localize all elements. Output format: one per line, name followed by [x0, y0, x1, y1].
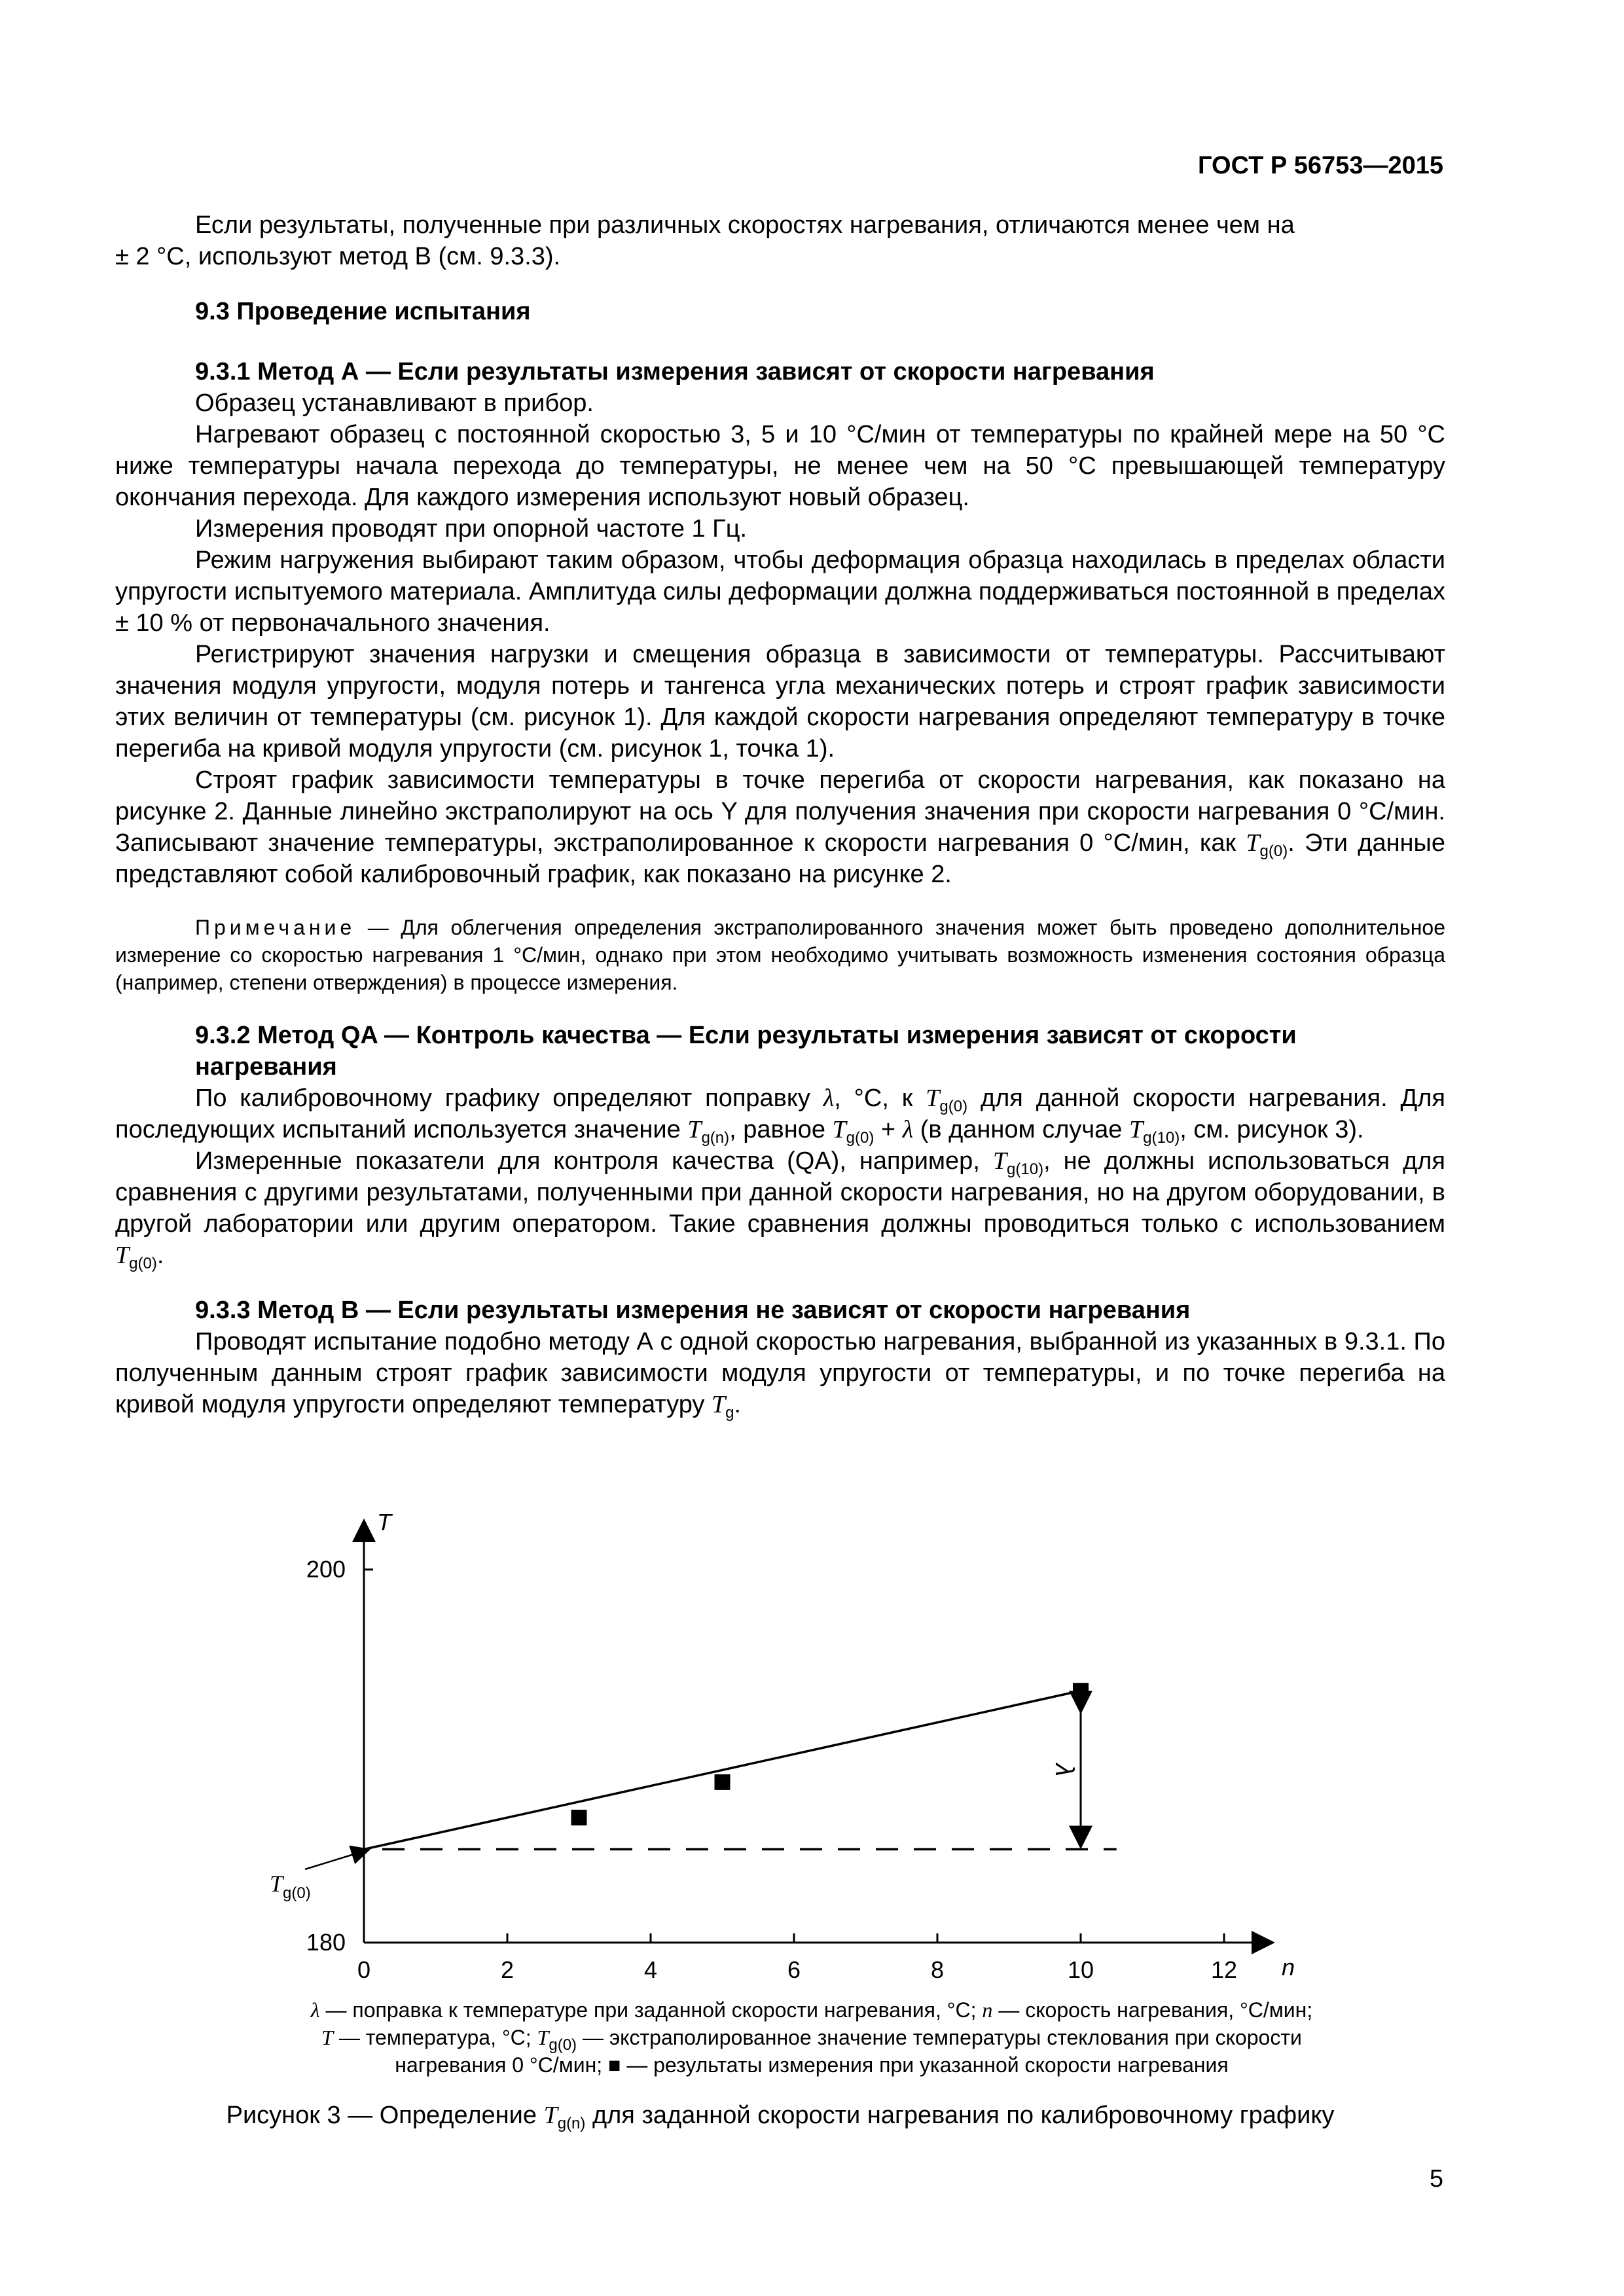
intercept-label: $T_{g(0)}$ — [270, 1871, 311, 1902]
s931-p6: Строят график зависимости температуры в точке перегиба от скорости нагревания, как показано на рисунке 2. Данные линейно экстраполируют на ось Y для получения значения при скорости нагревания 0 °C/мин. Записывают значение температуры, экстраполированное к скорости нагревания 0 °C/мин, как $T_{g(0)}$. Эти данные представляют собой калибровочный график, как показано на рисунке 2. — [115, 766, 1445, 888]
y-tick-label-180: 180 — [306, 1929, 346, 1956]
x-axis-label: n — [1282, 1954, 1295, 1981]
s931-p1: Образец устанавливают в прибор. — [195, 389, 594, 417]
s931-p2: Нагревают образец с постоянной скоростью 3, 5 и 10 °C/мин от температуры по крайней мере на 50 °C ниже температуры начала перехода до температуры, не менее чем на 50 °C превышающей температуру окончания перехода. Для каждого измерения используют новый образец. — [115, 421, 1445, 511]
y-axis-label: T — [377, 1509, 391, 1535]
intro-line-2: ± 2 °C, используют метод В (см. 9.3.3). — [115, 243, 561, 270]
data-point-0-0 — [571, 1810, 587, 1825]
x-tick-label-12: 12 — [1210, 1956, 1238, 1983]
intercept-pointer — [305, 1852, 361, 1870]
s932-p1: По калибровочному графику определяют поправку λ, °C, к $T_{g(0)}$ для данной скорости нагревания. Для последующих испытаний используется значение $T_{g(n)}$, равное $T_{g(0)} + \lambda$ (в данном случае $T_{g(10)}$, см. рисунок 3). — [115, 1085, 1446, 1147]
x-tick-label-4: 4 — [643, 1956, 658, 1983]
page-number: 5 — [1429, 2165, 1443, 2193]
x-tick-label-10: 10 — [1067, 1956, 1094, 1983]
intro-line-1: Если результаты, полученные при различных скоростях нагревания, отличаются менее чем на — [195, 211, 1295, 239]
figure-legend — [196, 1996, 1427, 2079]
x-tick-label-0: 0 — [357, 1956, 371, 1983]
fit-line — [364, 1691, 1081, 1849]
section-9-3-1-title: 9.3.1 Метод А — Если результаты измерения зависят от скорости нагревания — [195, 358, 1155, 386]
s931-p3: Измерения проводят при опорной частоте 1 Гц. — [195, 515, 748, 543]
legend-line-2: T — температура, °C; $T_{g(0)}$ — экстраполированное значение температуры стеклования при скорости — [321, 2026, 1302, 2054]
note: Примечание — Для облегчения определения экстраполированного значения может быть проведено дополнительное измерение со скоростью нагревания 1 °C/мин, однако при этом необходимо учитывать возможность изменения состояния образца (например, степени отверждения) в процессе измерения. — [115, 916, 1445, 994]
data-point-0-1 — [715, 1774, 731, 1790]
note-label: Примечание — [195, 916, 356, 939]
s932-p2: Измеренные показатели для контроля качества (QA), например, $T_{g(10)}$, не должны использоваться для сравнения с другими результатами, полученными при данной скорости нагревания, но на другом оборудовании, в другой лаборатории или другим оператором. Такие сравнения должны проводиться только с использованием $T_{g(0)}$. — [115, 1147, 1446, 1272]
section-9-3-2-title: 9.3.2 Метод QA — Контроль качества — Если результаты измерения зависят от скорости нагревания — [195, 1022, 1297, 1081]
data-point-0-2 — [1073, 1683, 1089, 1698]
x-tick-label-6: 6 — [787, 1956, 801, 1983]
x-tick-label-8: 8 — [930, 1956, 945, 1983]
figure-caption: Рисунок 3 — Определение $T_{g(n)}$ для заданной скорости нагревания по калибровочному графику — [226, 2102, 1335, 2132]
s931-p5: Регистрируют значения нагрузки и смещения образца в зависимости от температуры. Рассчитывают значения модуля упругости, модуля потерь и тангенса угла механических потерь и строят график зависимости этих величин от температуры (см. рисунок 1). Для каждой скорости нагревания определяют температуру в точке перегиба на кривой модуля упругости (см. рисунок 1, точка 1). — [115, 641, 1445, 762]
correction-label: λ — [1050, 1763, 1079, 1777]
y-tick-label-200: 200 — [306, 1556, 346, 1583]
s931-p4: Режим нагружения выбирают таким образом, чтобы деформация образца находилась в пределах области упругости испытуемого материала. Амплитуда силы деформации должна поддерживаться постоянной в пределах ± 10 % от первоначального значения. — [115, 547, 1445, 637]
x-tick-label-2: 2 — [500, 1956, 514, 1983]
section-9-3-3-title: 9.3.3 Метод В — Если результаты измерения не зависят от скорости нагревания — [195, 1297, 1191, 1324]
s933-p1: Проводят испытание подобно методу А с одной скоростью нагревания, выбранной из указанных в 9.3.1. По полученным данным строят график зависимости модуля упругости от температуры, и по точке перегиба на кривой модуля упругости определяют температуру $T_g$. — [115, 1328, 1445, 1422]
standard-header: ГОСТ Р 56753—2015 — [1198, 152, 1443, 179]
legend-line-3: нагревания 0 °C/мин; ■ — результаты измерения при указанной скорости нагревания — [395, 2053, 1229, 2077]
legend-line-1: λ — поправка к температуре при заданной скорости нагревания, °C; n — скорость нагревания, °C/мин; — [310, 1998, 1313, 2022]
section-9-3-title: 9.3 Проведение испытания — [195, 298, 531, 325]
